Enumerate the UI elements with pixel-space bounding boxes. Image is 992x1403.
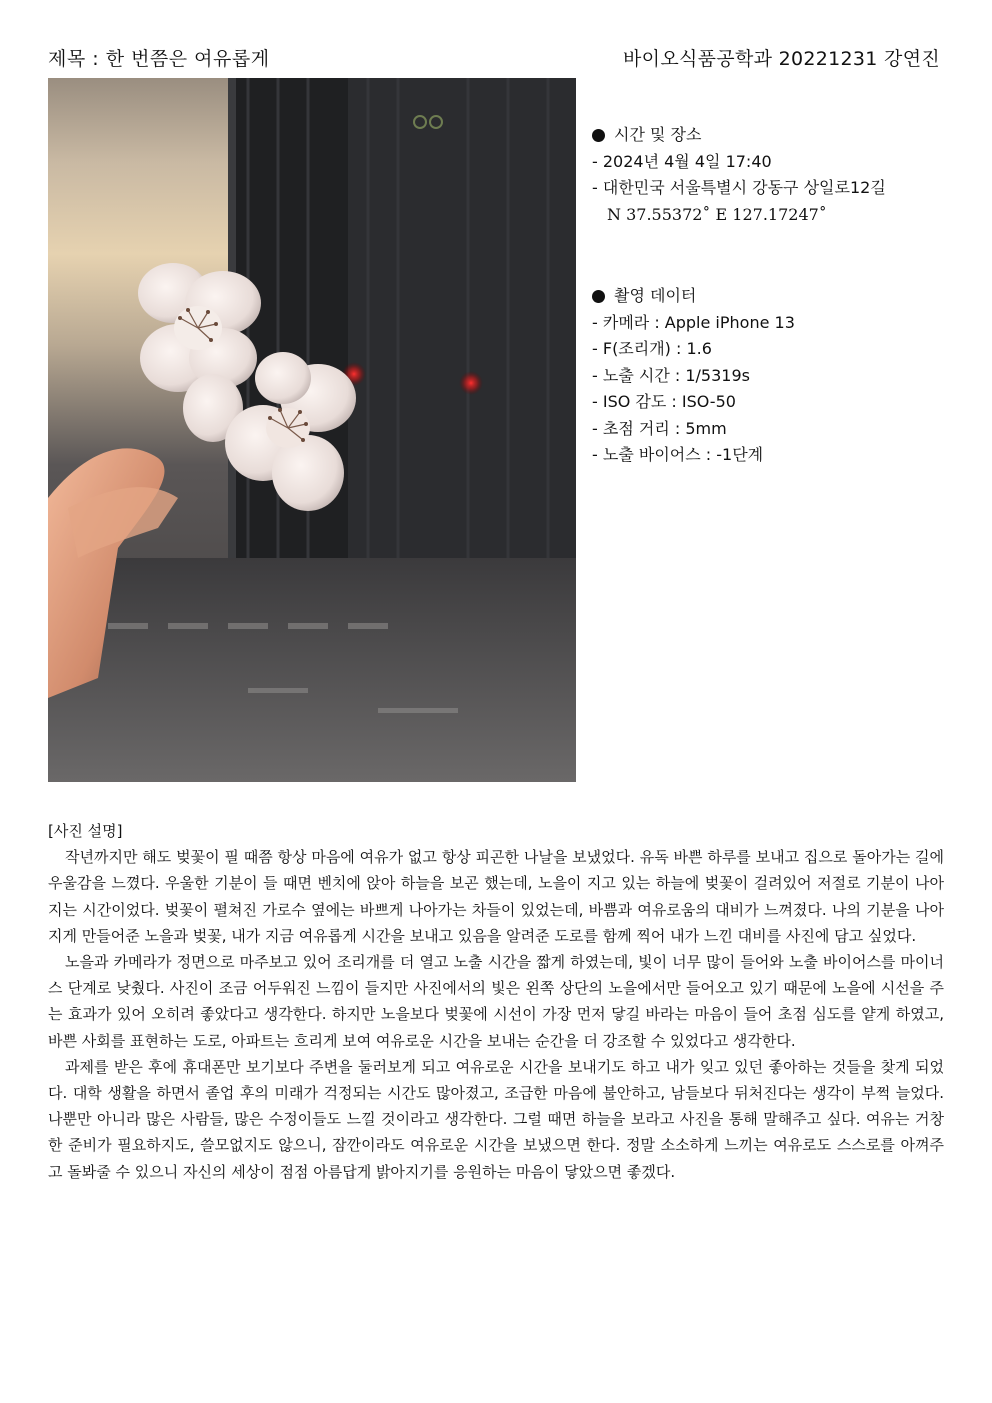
aperture-line: - F(조리개) : 1.6 bbox=[592, 339, 712, 358]
description-paragraph: 노을과 카메라가 정면으로 마주보고 있어 조리개를 더 열고 노출 시간을 짧게 하였는데, 빛이 너무 많이 들어와 노출 바이어스를 마이너스 단계로 낮췄다. 사진이 조금 어두워진 느낌이 들지만 사진에서의 빛은 왼쪽 상단의 노을에서만 들어오고 있기 때문에 노을에 시선을 주는 효과가 있어 오히려 좋았다고 생각한다. 하지만 노을보다 벚꽃에 시선이 가장 먼저 닿길 바라는 마음이 들어 초점 심도를 얕게 하였고, 바쁜 사회를 표현하는 도로, 아파트는 흐리게 보여 여유로운 시간을 보내는 순간을 더 강조할 수 있었다고 생각한다. bbox=[48, 953, 944, 1050]
exposure-time-line: - 노출 시간 : 1/5319s bbox=[592, 365, 750, 385]
bullet-icon bbox=[592, 290, 605, 303]
iso-line: - ISO 감도 : ISO-50 bbox=[592, 392, 736, 411]
time-place-title: 시간 및 장소 bbox=[614, 125, 702, 144]
cherry-blossom-photo bbox=[48, 78, 576, 782]
focal-length-line: - 초점 거리 : 5mm bbox=[592, 418, 727, 438]
description-paragraph: 작년까지만 해도 벚꽃이 필 때쯤 항상 마음에 여유가 없고 항상 피곤한 나날을 보냈었다. 유독 바쁜 하루를 보내고 집으로 돌아가는 길에 우울감을 느꼈다. 우울한 기분이 들 때면 벤치에 앉아 하늘을 보곤 했는데, 노을이 지고 있는 하늘에 벚꽃이 걸려있어 저절로 기분이 나아지는 시간이었다. 벚꽃이 펼쳐진 가로수 옆에는 바쁘게 나아가는 차들이 있었는데, 바쁨과 여유로움의 대비가 느껴졌다. 나의 기분을 나아지게 만들어준 노을과 벚꽃, 내가 지금 여유롭게 시간을 보내고 있음을 알려준 도로를 함께 찍어 내가 느낀 대비를 사진에 담고 싶었다. bbox=[48, 848, 944, 945]
photo-description bbox=[48, 818, 944, 1185]
date-time-line: - 2024년 4월 4일 17:40 bbox=[592, 151, 772, 171]
coordinates-line: N 37.55372˚ E 127.17247˚ bbox=[607, 204, 827, 224]
document-title: 제목 : 한 번쯤은 여유롭게 bbox=[48, 48, 270, 70]
shooting-data-heading bbox=[592, 283, 795, 310]
exposure-bias-line: - 노출 바이어스 : -1단계 bbox=[592, 445, 764, 464]
time-place-heading bbox=[592, 122, 886, 149]
shooting-data-title: 촬영 데이터 bbox=[614, 286, 697, 305]
bullet-icon bbox=[592, 129, 605, 142]
description-title: [사진 설명] bbox=[48, 822, 123, 840]
shooting-data-section bbox=[592, 283, 795, 469]
time-place-section bbox=[592, 122, 886, 228]
camera-line: - 카메라 : Apple iPhone 13 bbox=[592, 312, 795, 332]
address-line: - 대한민국 서울특별시 강동구 상일로12길 bbox=[592, 178, 886, 197]
description-paragraph: 과제를 받은 후에 휴대폰만 보기보다 주변을 둘러보게 되고 여유로운 시간을 보내기도 하고 내가 잊고 있던 좋아하는 것들을 찾게 되었다. 대학 생활을 하면서 졸업 후의 미래가 걱정되는 시간도 많아졌고, 조급한 마음에 불안하고, 남들보다 뒤처진다는 생각이 부쩍 늘었다. 나뿐만 아니라 많은 사람들, 많은 수정이들도 느낄 것이라고 생각한다. 그럴 때면 하늘을 보라고 사진을 통해 말해주고 싶다. 여유는 거창한 준비가 필요하지도, 쓸모없지도 않으니, 잠깐이라도 여유로운 시간을 보냈으면 한다. 정말 소소하게 느끼는 여유로도 스스로를 아껴주고 돌봐줄 수 있으니 자신의 세상이 점점 아름답게 밝아지기를 응원하는 마음이 닿았으면 좋겠다. bbox=[48, 1057, 944, 1181]
author-info: 바이오식품공학과 20221231 강연진 bbox=[623, 48, 940, 70]
